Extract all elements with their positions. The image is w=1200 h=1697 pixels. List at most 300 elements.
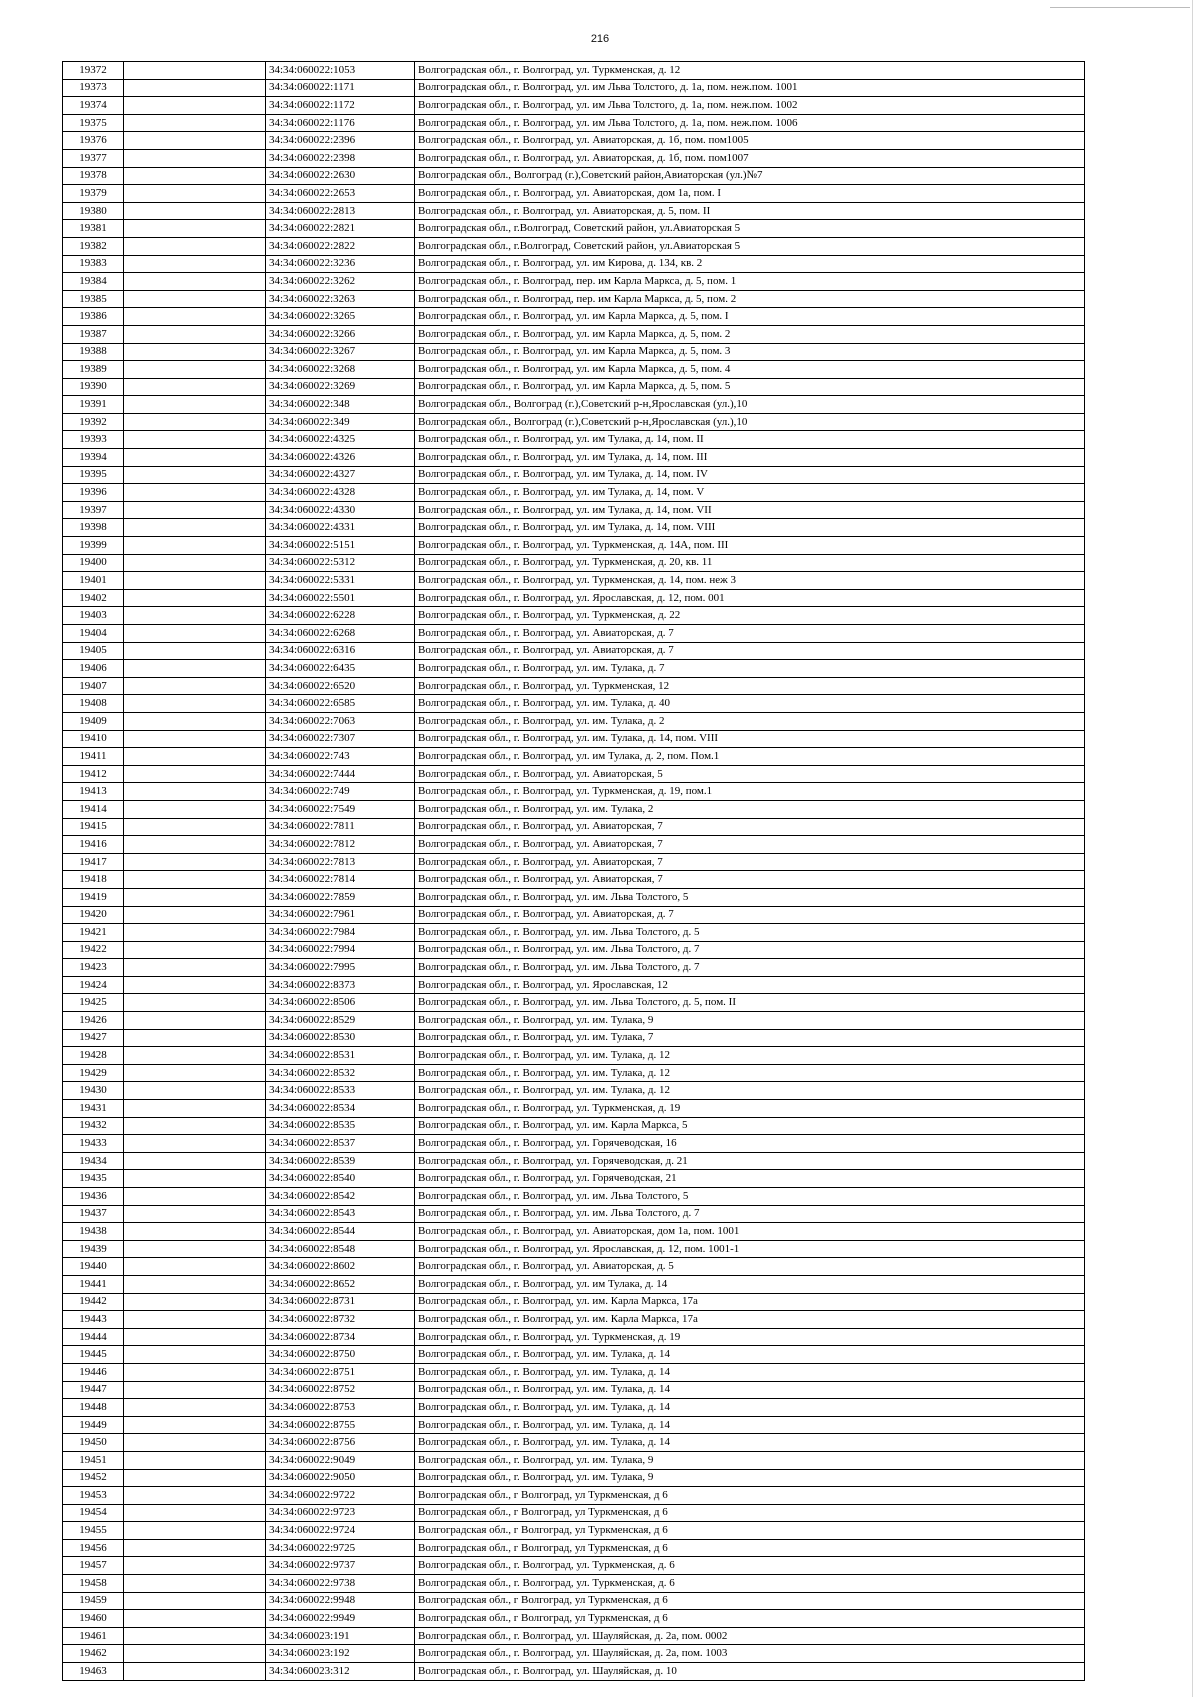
table-row: [63, 888, 1085, 906]
cadastral-number: 34:34:060022:7063: [266, 712, 415, 730]
empty-cell: [124, 1117, 266, 1135]
table-row: [63, 1592, 1085, 1610]
table-row: [63, 625, 1085, 643]
address: Волгоградская обл., г. Волгоград, ул. им Тулака, д. 14, пом. VIII: [415, 519, 1085, 537]
address: Волгоградская обл., г. Волгоград, ул. Туркменская, д. 19: [415, 1100, 1085, 1118]
address: Волгоградская обл., г. Волгоград, ул. им. Тулака, д. 2: [415, 712, 1085, 730]
table-row: [63, 853, 1085, 871]
cadastral-number: 34:34:060022:9724: [266, 1522, 415, 1540]
address: Волгоградская обл., г.Волгоград, Советский район, ул.Авиаторская 5: [415, 220, 1085, 238]
address: Волгоградская обл., г. Волгоград, пер. им Карла Маркса, д. 5, пом. 2: [415, 290, 1085, 308]
empty-cell: [124, 888, 266, 906]
row-number: 19413: [63, 783, 124, 801]
cadastral-number: 34:34:060022:5331: [266, 572, 415, 590]
row-number: 19410: [63, 730, 124, 748]
table-row: [63, 871, 1085, 889]
cadastral-number: 34:34:060022:9050: [266, 1469, 415, 1487]
address: Волгоградская обл., г. Волгоград, ул. им. Тулака, 9: [415, 1451, 1085, 1469]
row-number: 19400: [63, 554, 124, 572]
cadastral-number: 34:34:060022:8506: [266, 994, 415, 1012]
address: Волгоградская обл., г. Волгоград, ул. им. Тулака, 9: [415, 1469, 1085, 1487]
empty-cell: [124, 783, 266, 801]
address: Волгоградская обл., г. Волгоград, ул. им Кирова, д. 134, кв. 2: [415, 255, 1085, 273]
cadastral-number: 34:34:060022:6435: [266, 660, 415, 678]
table-row: [63, 132, 1085, 150]
row-number: 19454: [63, 1504, 124, 1522]
row-number: 19377: [63, 149, 124, 167]
cadastral-number: 34:34:060022:5151: [266, 537, 415, 555]
table-row: [63, 308, 1085, 326]
cadastral-number: 34:34:060022:8373: [266, 976, 415, 994]
cadastral-number: 34:34:060022:7811: [266, 818, 415, 836]
table-row: [63, 466, 1085, 484]
table-row: [63, 906, 1085, 924]
table-row: [63, 1188, 1085, 1206]
empty-cell: [124, 642, 266, 660]
cadastral-number: 34:34:060022:8532: [266, 1064, 415, 1082]
empty-cell: [124, 1645, 266, 1663]
cadastral-number: 34:34:060022:7961: [266, 906, 415, 924]
row-number: 19434: [63, 1152, 124, 1170]
table-row: [63, 484, 1085, 502]
address: Волгоградская обл., г. Волгоград, ул. им Карла Маркса, д. 5, пом. 2: [415, 325, 1085, 343]
table-row: [63, 1012, 1085, 1030]
empty-cell: [124, 1205, 266, 1223]
address: Волгоградская обл., г. Волгоград, ул. Авиаторская, 7: [415, 836, 1085, 854]
row-number: 19397: [63, 501, 124, 519]
table-row: [63, 1645, 1085, 1663]
empty-cell: [124, 519, 266, 537]
empty-cell: [124, 1539, 266, 1557]
cadastral-number: 34:34:060022:8753: [266, 1399, 415, 1417]
cadastral-number: 34:34:060022:348: [266, 396, 415, 414]
empty-cell: [124, 941, 266, 959]
empty-cell: [124, 871, 266, 889]
table-row: [63, 1346, 1085, 1364]
cadastral-number: 34:34:060022:1176: [266, 114, 415, 132]
cadastral-number: 34:34:060022:7307: [266, 730, 415, 748]
cadastral-number: 34:34:060022:2821: [266, 220, 415, 238]
row-number: 19455: [63, 1522, 124, 1540]
registry-table-body: [63, 62, 1085, 1681]
row-number: 19416: [63, 836, 124, 854]
empty-cell: [124, 1328, 266, 1346]
address: Волгоградская обл., г Волгоград, ул Туркменская, д 6: [415, 1487, 1085, 1505]
row-number: 19398: [63, 519, 124, 537]
address: Волгоградская обл., г. Волгоград, ул. им. Тулака, д. 40: [415, 695, 1085, 713]
row-number: 19423: [63, 959, 124, 977]
row-number: 19401: [63, 572, 124, 590]
address: Волгоградская обл., г. Волгоград, ул. Туркменская, д. 6: [415, 1557, 1085, 1575]
address: Волгоградская обл., г. Волгоград, ул. им. Льва Толстого, 5: [415, 888, 1085, 906]
address: Волгоградская обл., г. Волгоград, ул. Шауляйская, д. 2а, пом. 1003: [415, 1645, 1085, 1663]
cadastral-number: 34:34:060022:749: [266, 783, 415, 801]
address: Волгоградская обл., г. Волгоград, ул. им. Льва Толстого, д. 7: [415, 941, 1085, 959]
cadastral-number: 34:34:060022:8652: [266, 1275, 415, 1293]
row-number: 19385: [63, 290, 124, 308]
cadastral-number: 34:34:060022:8756: [266, 1434, 415, 1452]
empty-cell: [124, 1487, 266, 1505]
address: Волгоградская обл., г. Волгоград, ул. им. Тулака, д. 14: [415, 1416, 1085, 1434]
table-row: [63, 660, 1085, 678]
row-number: 19444: [63, 1328, 124, 1346]
row-number: 19418: [63, 871, 124, 889]
address: Волгоградская обл., г. Волгоград, ул. им. Тулака, д. 14: [415, 1381, 1085, 1399]
table-row: [63, 1293, 1085, 1311]
empty-cell: [124, 1012, 266, 1030]
cadastral-number: 34:34:060022:3236: [266, 255, 415, 273]
row-number: 19417: [63, 853, 124, 871]
table-row: [63, 378, 1085, 396]
cadastral-number: 34:34:060022:8752: [266, 1381, 415, 1399]
table-row: [63, 79, 1085, 97]
row-number: 19462: [63, 1645, 124, 1663]
empty-cell: [124, 114, 266, 132]
empty-cell: [124, 1240, 266, 1258]
address: Волгоградская обл., г. Волгоград, ул. Шауляйская, д. 10: [415, 1663, 1085, 1681]
empty-cell: [124, 1346, 266, 1364]
row-number: 19375: [63, 114, 124, 132]
cadastral-number: 34:34:060022:4330: [266, 501, 415, 519]
address: Волгоградская обл., г. Волгоград, ул. Туркменская, д. 12: [415, 62, 1085, 80]
empty-cell: [124, 712, 266, 730]
table-row: [63, 537, 1085, 555]
empty-cell: [124, 431, 266, 449]
table-row: [63, 572, 1085, 590]
table-row: [63, 607, 1085, 625]
cadastral-number: 34:34:060022:8533: [266, 1082, 415, 1100]
cadastral-number: 34:34:060022:8531: [266, 1047, 415, 1065]
address: Волгоградская обл., г. Волгоград, ул. Авиаторская, д. 7: [415, 625, 1085, 643]
address: Волгоградская обл., г. Волгоград, ул. им. Тулака, д. 12: [415, 1047, 1085, 1065]
table-row: [63, 237, 1085, 255]
address: Волгоградская обл., г. Волгоград, ул. Авиаторская, д. 7: [415, 906, 1085, 924]
empty-cell: [124, 836, 266, 854]
table-row: [63, 1381, 1085, 1399]
cadastral-number: 34:34:060022:8543: [266, 1205, 415, 1223]
empty-cell: [124, 185, 266, 203]
row-number: 19430: [63, 1082, 124, 1100]
row-number: 19426: [63, 1012, 124, 1030]
cadastral-number: 34:34:060022:8548: [266, 1240, 415, 1258]
table-row: [63, 396, 1085, 414]
registry-table: [62, 61, 1085, 1681]
row-number: 19393: [63, 431, 124, 449]
table-row: [63, 730, 1085, 748]
row-number: 19407: [63, 677, 124, 695]
empty-cell: [124, 1557, 266, 1575]
row-number: 19421: [63, 924, 124, 942]
row-number: 19432: [63, 1117, 124, 1135]
cadastral-number: 34:34:060022:8539: [266, 1152, 415, 1170]
address: Волгоградская обл., г Волгоград, ул Туркменская, д 6: [415, 1610, 1085, 1628]
empty-cell: [124, 730, 266, 748]
table-row: [63, 1240, 1085, 1258]
cadastral-number: 34:34:060022:9738: [266, 1575, 415, 1593]
row-number: 19378: [63, 167, 124, 185]
address: Волгоградская обл., г. Волгоград, ул. Авиаторская, д. 1б, пом. пом1005: [415, 132, 1085, 150]
empty-cell: [124, 1293, 266, 1311]
table-row: [63, 1539, 1085, 1557]
table-row: [63, 941, 1085, 959]
cadastral-number: 34:34:060022:8731: [266, 1293, 415, 1311]
address: Волгоградская обл., г. Волгоград, ул. им Карла Маркса, д. 5, пом. I: [415, 308, 1085, 326]
address: Волгоградская обл., Волгоград (г.),Советский р-н,Ярославская (ул.),10: [415, 413, 1085, 431]
address: Волгоградская обл., г. Волгоград, ул. Авиаторская, дом 1а, пом. I: [415, 185, 1085, 203]
table-row: [63, 1363, 1085, 1381]
empty-cell: [124, 625, 266, 643]
row-number: 19379: [63, 185, 124, 203]
table-row: [63, 677, 1085, 695]
table-row: [63, 818, 1085, 836]
address: Волгоградская обл., г. Волгоград, ул. им Карла Маркса, д. 5, пом. 3: [415, 343, 1085, 361]
row-number: 19388: [63, 343, 124, 361]
address: Волгоградская обл., г. Волгоград, ул. им. Тулака, 7: [415, 1029, 1085, 1047]
cadastral-number: 34:34:060022:3265: [266, 308, 415, 326]
table-row: [63, 1064, 1085, 1082]
empty-cell: [124, 1610, 266, 1628]
cadastral-number: 34:34:060023:192: [266, 1645, 415, 1663]
cadastral-number: 34:34:060022:5312: [266, 554, 415, 572]
address: Волгоградская обл., г Волгоград, ул Туркменская, д 6: [415, 1522, 1085, 1540]
cadastral-number: 34:34:060022:349: [266, 413, 415, 431]
address: Волгоградская обл., г. Волгоград, ул. им. Тулака, д. 14: [415, 1346, 1085, 1364]
address: Волгоградская обл., г. Волгоград, ул. им Тулака, д. 14, пом. IV: [415, 466, 1085, 484]
row-number: 19441: [63, 1275, 124, 1293]
table-row: [63, 114, 1085, 132]
row-number: 19380: [63, 202, 124, 220]
cadastral-number: 34:34:060022:2398: [266, 149, 415, 167]
empty-cell: [124, 1627, 266, 1645]
cadastral-number: 34:34:060022:7444: [266, 765, 415, 783]
table-row: [63, 273, 1085, 291]
empty-cell: [124, 132, 266, 150]
empty-cell: [124, 413, 266, 431]
table-row: [63, 1100, 1085, 1118]
empty-cell: [124, 1082, 266, 1100]
empty-cell: [124, 255, 266, 273]
row-number: 19420: [63, 906, 124, 924]
table-row: [63, 1311, 1085, 1329]
address: Волгоградская обл., г. Волгоград, ул. им. Тулака, 2: [415, 800, 1085, 818]
address: Волгоградская обл., г. Волгоград, ул. им. Льва Толстого, д. 7: [415, 1205, 1085, 1223]
address: Волгоградская обл., г. Волгоград, ул. им Карла Маркса, д. 5, пом. 5: [415, 378, 1085, 396]
row-number: 19425: [63, 994, 124, 1012]
empty-cell: [124, 1152, 266, 1170]
address: Волгоградская обл., Волгоград (г.),Советский р-н,Ярославская (ул.),10: [415, 396, 1085, 414]
empty-cell: [124, 1223, 266, 1241]
address: Волгоградская обл., г. Волгоград, ул. им. Тулака, д. 14, пом. VIII: [415, 730, 1085, 748]
row-number: 19424: [63, 976, 124, 994]
cadastral-number: 34:34:060022:6228: [266, 607, 415, 625]
cadastral-number: 34:34:060022:7813: [266, 853, 415, 871]
address: Волгоградская обл., г. Волгоград, ул. им Тулака, д. 14, пом. VII: [415, 501, 1085, 519]
row-number: 19427: [63, 1029, 124, 1047]
address: Волгоградская обл., г. Волгоград, ул. Ярославская, д. 12, пом. 001: [415, 589, 1085, 607]
row-number: 19373: [63, 79, 124, 97]
table-row: [63, 1047, 1085, 1065]
row-number: 19405: [63, 642, 124, 660]
empty-cell: [124, 501, 266, 519]
table-row: [63, 976, 1085, 994]
cadastral-number: 34:34:060022:8602: [266, 1258, 415, 1276]
address: Волгоградская обл., г. Волгоград, ул. им. Тулака, 9: [415, 1012, 1085, 1030]
table-row: [63, 1469, 1085, 1487]
row-number: 19443: [63, 1311, 124, 1329]
address: Волгоградская обл., г.Волгоград, Советский район, ул.Авиаторская 5: [415, 237, 1085, 255]
empty-cell: [124, 765, 266, 783]
row-number: 19449: [63, 1416, 124, 1434]
address: Волгоградская обл., г. Волгоград, ул. Горячеводская, д. 21: [415, 1152, 1085, 1170]
address: Волгоградская обл., г. Волгоград, ул. им. Карла Маркса, 5: [415, 1117, 1085, 1135]
cadastral-number: 34:34:060022:9049: [266, 1451, 415, 1469]
address: Волгоградская обл., г Волгоград, ул Туркменская, д 6: [415, 1504, 1085, 1522]
cadastral-number: 34:34:060022:9723: [266, 1504, 415, 1522]
table-row: [63, 1575, 1085, 1593]
table-row: [63, 361, 1085, 379]
address: Волгоградская обл., г. Волгоград, ул. им Тулака, д. 14, пом. V: [415, 484, 1085, 502]
address: Волгоградская обл., г. Волгоград, ул. им. Тулака, д. 12: [415, 1082, 1085, 1100]
table-row: [63, 1275, 1085, 1293]
address: Волгоградская обл., г. Волгоград, ул. им. Тулака, д. 12: [415, 1064, 1085, 1082]
cadastral-number: 34:34:060022:7995: [266, 959, 415, 977]
row-number: 19376: [63, 132, 124, 150]
row-number: 19450: [63, 1434, 124, 1452]
address: Волгоградская обл., г. Волгоград, ул. Ярославская, 12: [415, 976, 1085, 994]
cadastral-number: 34:34:060022:8755: [266, 1416, 415, 1434]
table-row: [63, 1504, 1085, 1522]
row-number: 19442: [63, 1293, 124, 1311]
address: Волгоградская обл., г. Волгоград, ул. им. Карла Маркса, 17а: [415, 1311, 1085, 1329]
row-number: 19448: [63, 1399, 124, 1417]
empty-cell: [124, 79, 266, 97]
table-row: [63, 554, 1085, 572]
row-number: 19396: [63, 484, 124, 502]
row-number: 19408: [63, 695, 124, 713]
row-number: 19457: [63, 1557, 124, 1575]
empty-cell: [124, 308, 266, 326]
table-row: [63, 1117, 1085, 1135]
table-row: [63, 695, 1085, 713]
empty-cell: [124, 1363, 266, 1381]
empty-cell: [124, 677, 266, 695]
address: Волгоградская обл., г. Волгоград, ул. им Льва Толстого, д. 1а, пом. неж.пом. 1001: [415, 79, 1085, 97]
row-number: 19437: [63, 1205, 124, 1223]
cadastral-number: 34:34:060022:4326: [266, 449, 415, 467]
row-number: 19414: [63, 800, 124, 818]
cadastral-number: 34:34:060022:8534: [266, 1100, 415, 1118]
address: Волгоградская обл., Волгоград (г.),Советский район,Авиаторская (ул.)№7: [415, 167, 1085, 185]
cadastral-number: 34:34:060022:3268: [266, 361, 415, 379]
scan-edge-mark: [1050, 7, 1190, 8]
table-row: [63, 167, 1085, 185]
table-row: [63, 501, 1085, 519]
address: Волгоградская обл., г. Волгоград, ул. Авиаторская, д. 5: [415, 1258, 1085, 1276]
empty-cell: [124, 1381, 266, 1399]
cadastral-number: 34:34:060022:7984: [266, 924, 415, 942]
address: Волгоградская обл., г. Волгоград, ул. им Тулака, д. 14, пом. III: [415, 449, 1085, 467]
table-row: [63, 1223, 1085, 1241]
cadastral-number: 34:34:060022:8732: [266, 1311, 415, 1329]
address: Волгоградская обл., г. Волгоград, ул. им. Тулака, д. 7: [415, 660, 1085, 678]
empty-cell: [124, 1522, 266, 1540]
row-number: 19433: [63, 1135, 124, 1153]
row-number: 19399: [63, 537, 124, 555]
table-row: [63, 800, 1085, 818]
table-row: [63, 185, 1085, 203]
row-number: 19440: [63, 1258, 124, 1276]
table-row: [63, 413, 1085, 431]
cadastral-number: 34:34:060022:2396: [266, 132, 415, 150]
cadastral-number: 34:34:060022:1172: [266, 97, 415, 115]
table-row: [63, 1328, 1085, 1346]
empty-cell: [124, 853, 266, 871]
empty-cell: [124, 1064, 266, 1082]
cadastral-number: 34:34:060022:1171: [266, 79, 415, 97]
cadastral-number: 34:34:060022:8734: [266, 1328, 415, 1346]
cadastral-number: 34:34:060022:9949: [266, 1610, 415, 1628]
row-number: 19391: [63, 396, 124, 414]
empty-cell: [124, 1434, 266, 1452]
row-number: 19394: [63, 449, 124, 467]
row-number: 19453: [63, 1487, 124, 1505]
cadastral-number: 34:34:060022:8540: [266, 1170, 415, 1188]
table-row: [63, 642, 1085, 660]
address: Волгоградская обл., г. Волгоград, ул. им. Тулака, д. 14: [415, 1434, 1085, 1452]
cadastral-number: 34:34:060022:743: [266, 748, 415, 766]
cadastral-number: 34:34:060023:312: [266, 1663, 415, 1681]
table-row: [63, 343, 1085, 361]
cadastral-number: 34:34:060022:9948: [266, 1592, 415, 1610]
empty-cell: [124, 97, 266, 115]
cadastral-number: 34:34:060022:8529: [266, 1012, 415, 1030]
row-number: 19439: [63, 1240, 124, 1258]
empty-cell: [124, 343, 266, 361]
empty-cell: [124, 1258, 266, 1276]
address: Волгоградская обл., г. Волгоград, ул. им Тулака, д. 2, пом. Пом.1: [415, 748, 1085, 766]
table-row: [63, 1082, 1085, 1100]
cadastral-number: 34:34:060022:7814: [266, 871, 415, 889]
empty-cell: [124, 1469, 266, 1487]
empty-cell: [124, 1188, 266, 1206]
address: Волгоградская обл., г. Волгоград, ул. Авиаторская, д. 5, пом. II: [415, 202, 1085, 220]
address: Волгоградская обл., г. Волгоград, ул. Туркменская, д. 14А, пом. III: [415, 537, 1085, 555]
table-row: [63, 1434, 1085, 1452]
row-number: 19452: [63, 1469, 124, 1487]
address: Волгоградская обл., г. Волгоград, ул. Авиаторская, 7: [415, 871, 1085, 889]
row-number: 19395: [63, 466, 124, 484]
empty-cell: [124, 378, 266, 396]
row-number: 19372: [63, 62, 124, 80]
table-row: [63, 959, 1085, 977]
cadastral-number: 34:34:060022:3262: [266, 273, 415, 291]
table-row: [63, 1152, 1085, 1170]
row-number: 19428: [63, 1047, 124, 1065]
empty-cell: [124, 167, 266, 185]
row-number: 19446: [63, 1363, 124, 1381]
scan-side-edge: [1192, 0, 1193, 1697]
row-number: 19382: [63, 237, 124, 255]
empty-cell: [124, 220, 266, 238]
address: Волгоградская обл., г. Волгоград, ул. Горячеводская, 21: [415, 1170, 1085, 1188]
cadastral-number: 34:34:060022:1053: [266, 62, 415, 80]
address: Волгоградская обл., г. Волгоград, ул. им Тулака, д. 14, пом. II: [415, 431, 1085, 449]
empty-cell: [124, 748, 266, 766]
cadastral-number: 34:34:060022:8530: [266, 1029, 415, 1047]
cadastral-number: 34:34:060022:3263: [266, 290, 415, 308]
address: Волгоградская обл., г Волгоград, ул Туркменская, д 6: [415, 1592, 1085, 1610]
row-number: 19463: [63, 1663, 124, 1681]
